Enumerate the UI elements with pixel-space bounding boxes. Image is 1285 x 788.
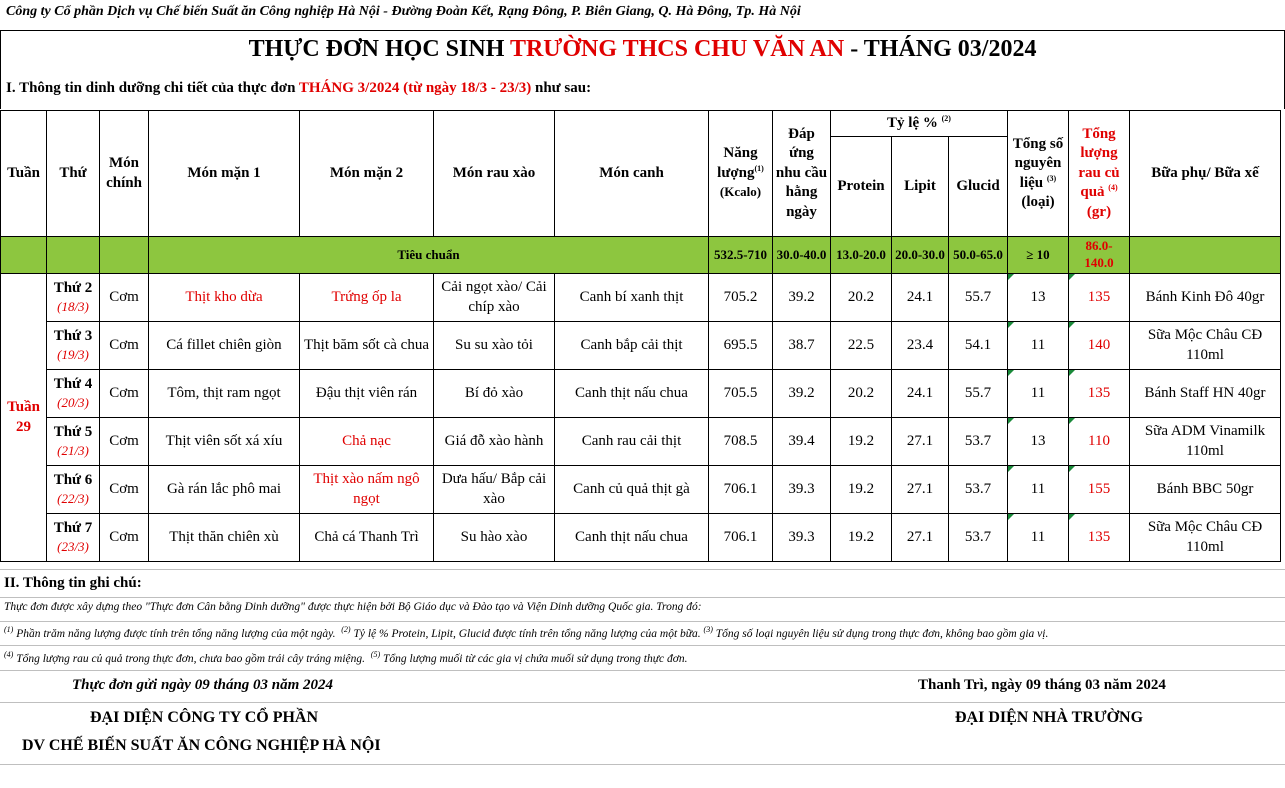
standard-nang-luong: 532.5-710	[709, 237, 773, 274]
header-man-2: Món mặn 2	[300, 111, 434, 237]
header-protein: Protein	[831, 137, 892, 237]
mon-chinh-cell: Cơm	[100, 370, 149, 418]
section-1-heading: I. Thông tin dinh dưỡng chi tiết của thực đơn THÁNG 3/2024 (từ ngày 18/3 - 23/3) như sau:	[6, 80, 592, 96]
standard-protein: 13.0-20.0	[831, 237, 892, 274]
header-bua-phu: Bữa phụ/ Bữa xế	[1130, 111, 1281, 237]
menu-table	[0, 110, 1281, 562]
tong-rau-cell: 135	[1069, 370, 1130, 418]
man-2-cell: Chả nạc	[300, 418, 434, 466]
nang-luong-cell: 706.1	[709, 514, 773, 562]
header-tong-rau: Tổng lượng rau củ quả $^{(4)}$ (gr)	[1069, 111, 1130, 237]
day-cell: Thứ 6 (22/3)	[47, 466, 100, 514]
school-representative: ĐẠI DIỆN NHÀ TRƯỜNG	[955, 709, 1144, 726]
canh-cell: Canh bắp cải thịt	[555, 322, 709, 370]
header-tong-so: Tổng số nguyên liệu $^{(3)}$ (loại)	[1008, 111, 1069, 237]
day-cell: Thứ 7 (23/3)	[47, 514, 100, 562]
header-thu: Thứ	[47, 111, 100, 237]
day-cell: Thứ 2 (18/3)	[47, 274, 100, 322]
nang-luong-cell: 695.5	[709, 322, 773, 370]
bua-phu-cell: Bánh Staff HN 40gr	[1130, 370, 1281, 418]
canh-cell: Canh thịt nấu chua	[555, 514, 709, 562]
standard-row	[1, 237, 1281, 274]
rau-cell: Bí đỏ xào	[434, 370, 555, 418]
mon-chinh-cell: Cơm	[100, 466, 149, 514]
day-cell: Thứ 5 (21/3)	[47, 418, 100, 466]
sent-date: Thực đơn gửi ngày 09 tháng 03 năm 2024	[72, 677, 334, 693]
protein-cell: 19.2	[831, 466, 892, 514]
man-1-cell: Thịt viên sốt xá xíu	[149, 418, 300, 466]
tong-rau-cell: 140	[1069, 322, 1130, 370]
table-row	[1, 370, 1281, 418]
standard-glucid: 50.0-65.0	[949, 237, 1008, 274]
day-cell: Thứ 4 (20/3)	[47, 370, 100, 418]
dap-ung-cell: 39.2	[773, 370, 831, 418]
company-representative: ĐẠI DIỆN CÔNG TY CỔ PHẦN	[90, 709, 319, 726]
man-1-cell: Thịt thăn chiên xù	[149, 514, 300, 562]
mon-chinh-cell: Cơm	[100, 274, 149, 322]
header-rau: Món rau xào	[434, 111, 555, 237]
section-2-heading: II. Thông tin ghi chú:	[4, 575, 142, 591]
bua-phu-cell: Sữa Mộc Châu CĐ 110ml	[1130, 514, 1281, 562]
table-row	[1, 274, 1281, 322]
standard-tong-rau: 86.0-140.0	[1069, 237, 1130, 274]
bua-phu-cell: Bánh Kinh Đô 40gr	[1130, 274, 1281, 322]
man-1-cell: Cá fillet chiên giòn	[149, 322, 300, 370]
table-row	[1, 514, 1281, 562]
note-2: $^{(1)}$ Phần trăm năng lượng được tính trên tổng năng lượng của một ngày. $^{(2)}$ Tỷ lệ % Protein, Lipit, Glucid được tính trên tổng năng lượng của một bữa. $^{(3)}$ Tổng số loại nguyên liệu sử dụng trong thực đơn, không bao gồm gia vị.	[4, 625, 1049, 640]
company-info: Công ty Cổ phần Dịch vụ Chế biến Suất ăn Công nghiệp Hà Nội - Đường Đoàn Kết, Rạng Đông, P. Biên Giang, Q. Hà Đông, Tp. Hà Nội	[6, 4, 801, 19]
tong-so-cell: 11	[1008, 466, 1069, 514]
tong-so-cell: 11	[1008, 514, 1069, 562]
lipit-cell: 23.4	[892, 322, 949, 370]
man-2-cell: Chả cá Thanh Trì	[300, 514, 434, 562]
canh-cell: Canh thịt nấu chua	[555, 370, 709, 418]
glucid-cell: 55.7	[949, 370, 1008, 418]
tong-so-cell: 11	[1008, 322, 1069, 370]
protein-cell: 22.5	[831, 322, 892, 370]
glucid-cell: 53.7	[949, 514, 1008, 562]
nang-luong-cell: 705.5	[709, 370, 773, 418]
lipit-cell: 24.1	[892, 274, 949, 322]
nang-luong-cell: 705.2	[709, 274, 773, 322]
man-2-cell: Thịt băm sốt cà chua	[300, 322, 434, 370]
rau-cell: Giá đỗ xào hành	[434, 418, 555, 466]
standard-lipit: 20.0-30.0	[892, 237, 949, 274]
header-lipit: Lipit	[892, 137, 949, 237]
tong-rau-cell: 110	[1069, 418, 1130, 466]
mon-chinh-cell: Cơm	[100, 514, 149, 562]
glucid-cell: 53.7	[949, 466, 1008, 514]
rau-cell: Cải ngọt xào/ Cải chíp xào	[434, 274, 555, 322]
tong-rau-cell: 155	[1069, 466, 1130, 514]
mon-chinh-cell: Cơm	[100, 322, 149, 370]
header-man-1: Món mặn 1	[149, 111, 300, 237]
day-cell: Thứ 3 (19/3)	[47, 322, 100, 370]
week-label: Tuần 29	[1, 274, 47, 562]
canh-cell: Canh củ quả thịt gà	[555, 466, 709, 514]
rau-cell: Su su xào tỏi	[434, 322, 555, 370]
man-2-cell: Đậu thịt viên rán	[300, 370, 434, 418]
header-glucid: Glucid	[949, 137, 1008, 237]
standard-tong-so: ≥ 10	[1008, 237, 1069, 274]
glucid-cell: 54.1	[949, 322, 1008, 370]
dap-ung-cell: 38.7	[773, 322, 831, 370]
table-row	[1, 466, 1281, 514]
dap-ung-cell: 39.3	[773, 514, 831, 562]
table-row	[1, 322, 1281, 370]
lipit-cell: 24.1	[892, 370, 949, 418]
nang-luong-cell: 706.1	[709, 466, 773, 514]
canh-cell: Canh bí xanh thịt	[555, 274, 709, 322]
header-dap-ung: Đáp ứng nhu cầu hằng ngày	[773, 111, 831, 237]
mon-chinh-cell: Cơm	[100, 418, 149, 466]
man-1-cell: Gà rán lắc phô mai	[149, 466, 300, 514]
page-title: THỰC ĐƠN HỌC SINH TRƯỜNG THCS CHU VĂN AN - THÁNG 03/2024	[248, 36, 1037, 62]
dap-ung-cell: 39.3	[773, 466, 831, 514]
header-ty-le: Tỷ lệ % $^{(2)}$	[831, 111, 1008, 137]
glucid-cell: 55.7	[949, 274, 1008, 322]
header-canh: Món canh	[555, 111, 709, 237]
standard-dap-ung: 30.0-40.0	[773, 237, 831, 274]
tong-so-cell: 11	[1008, 370, 1069, 418]
company-name-footer: DV CHẾ BIẾN SUẤT ĂN CÔNG NGHIỆP HÀ NỘI	[22, 737, 381, 754]
bua-phu-cell: Sữa ADM Vinamilk 110ml	[1130, 418, 1281, 466]
header-tuan: Tuần	[1, 111, 47, 237]
lipit-cell: 27.1	[892, 418, 949, 466]
place-date: Thanh Trì, ngày 09 tháng 03 năm 2024	[918, 677, 1166, 693]
rau-cell: Su hào xào	[434, 514, 555, 562]
man-1-cell: Thịt kho dừa	[149, 274, 300, 322]
canh-cell: Canh rau cải thịt	[555, 418, 709, 466]
protein-cell: 19.2	[831, 418, 892, 466]
bua-phu-cell: Bánh BBC 50gr	[1130, 466, 1281, 514]
rau-cell: Dưa hấu/ Bắp cải xào	[434, 466, 555, 514]
nang-luong-cell: 708.5	[709, 418, 773, 466]
standard-label: Tiêu chuẩn	[149, 237, 709, 274]
dap-ung-cell: 39.2	[773, 274, 831, 322]
dap-ung-cell: 39.4	[773, 418, 831, 466]
bua-phu-cell: Sữa Mộc Châu CĐ 110ml	[1130, 322, 1281, 370]
note-3: $^{(4)}$ Tổng lượng rau củ quả trong thực đơn, chưa bao gồm trái cây tráng miệng. $^{(5)}$ Tổng lượng muối từ các gia vị chứa muối sử dụng trong thực đơn.	[4, 650, 688, 665]
tong-rau-cell: 135	[1069, 514, 1130, 562]
note-1: Thực đơn được xây dựng theo "Thực đơn Cân bằng Dinh dưỡng" được thực hiện bởi Bộ Giáo dục và Đào tạo và Viện Dinh dưỡng Quốc gia. Trong đó:	[4, 601, 702, 613]
header-nang-luong: Năng lượng$^{(1)}$ (Kcalo)	[709, 111, 773, 237]
protein-cell: 19.2	[831, 514, 892, 562]
glucid-cell: 53.7	[949, 418, 1008, 466]
protein-cell: 20.2	[831, 274, 892, 322]
tong-so-cell: 13	[1008, 274, 1069, 322]
header-mon-chinh: Món chính	[100, 111, 149, 237]
man-2-cell: Thịt xào nấm ngô ngọt	[300, 466, 434, 514]
man-1-cell: Tôm, thịt ram ngọt	[149, 370, 300, 418]
lipit-cell: 27.1	[892, 466, 949, 514]
tong-so-cell: 13	[1008, 418, 1069, 466]
tong-rau-cell: 135	[1069, 274, 1130, 322]
man-2-cell: Trứng ốp la	[300, 274, 434, 322]
lipit-cell: 27.1	[892, 514, 949, 562]
protein-cell: 20.2	[831, 370, 892, 418]
table-row	[1, 418, 1281, 466]
